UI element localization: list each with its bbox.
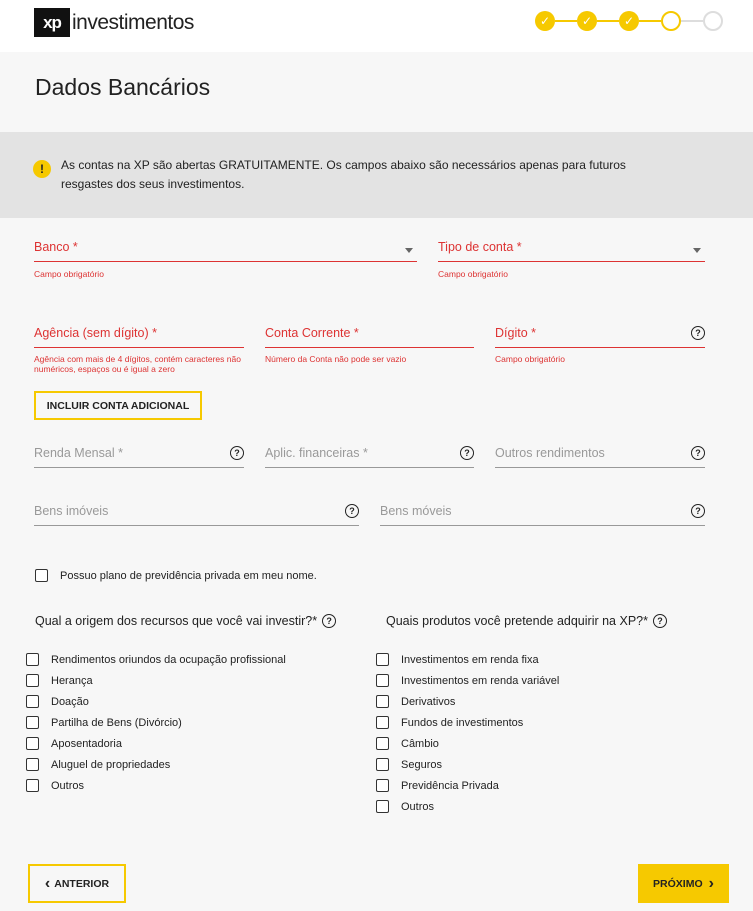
produtos-option-label: Seguros bbox=[401, 758, 442, 771]
digito-input[interactable] bbox=[495, 322, 705, 348]
bens-moveis-input[interactable] bbox=[380, 500, 705, 526]
conta-corrente-label: Conta Corrente * bbox=[265, 326, 359, 340]
checkbox[interactable] bbox=[376, 716, 389, 729]
tipo-conta-label: Tipo de conta * bbox=[438, 240, 522, 254]
origem-option[interactable] bbox=[26, 674, 93, 687]
checkbox[interactable] bbox=[376, 779, 389, 792]
logo-text: investimentos bbox=[72, 10, 194, 34]
logo-mark: xp bbox=[34, 8, 70, 37]
origem-option[interactable] bbox=[26, 758, 170, 771]
origem-option-label: Aposentadoria bbox=[51, 737, 122, 750]
produtos-option[interactable] bbox=[376, 779, 499, 792]
agencia-input[interactable] bbox=[34, 322, 244, 348]
info-icon: ! bbox=[33, 160, 51, 178]
produtos-option-label: Derivativos bbox=[401, 695, 456, 708]
checkbox[interactable] bbox=[26, 737, 39, 750]
produtos-option-label: Investimentos em renda variável bbox=[401, 674, 560, 687]
chevron-right-icon: › bbox=[708, 874, 714, 892]
proximo-button[interactable] bbox=[638, 864, 729, 903]
tipo-conta-error: Campo obrigatório bbox=[438, 269, 508, 279]
help-icon[interactable]: ? bbox=[230, 446, 244, 460]
checkbox[interactable] bbox=[26, 674, 39, 687]
conta-corrente-error: Número da Conta não pode ser vazio bbox=[265, 354, 407, 364]
produtos-option[interactable] bbox=[376, 737, 439, 750]
produtos-option[interactable] bbox=[376, 653, 539, 666]
incluir-conta-adicional-button[interactable]: INCLUIR CONTA ADICIONAL bbox=[34, 391, 202, 420]
checkbox[interactable] bbox=[376, 758, 389, 771]
step-connector bbox=[597, 20, 619, 22]
help-icon[interactable]: ? bbox=[322, 614, 336, 628]
origem-option[interactable] bbox=[26, 653, 286, 666]
produtos-option-label: Outros bbox=[401, 800, 435, 813]
produtos-option[interactable] bbox=[376, 695, 455, 708]
step-connector bbox=[639, 20, 661, 22]
help-icon[interactable]: ? bbox=[345, 504, 359, 518]
origem-option-label: Aluguel de propriedades bbox=[51, 758, 171, 771]
banco-select[interactable] bbox=[34, 236, 417, 262]
origem-option-label: Partilha de Bens (Divórcio) bbox=[51, 716, 182, 729]
outros-rendimentos-label: Outros rendimentos bbox=[495, 446, 605, 460]
bens-moveis-label: Bens móveis bbox=[380, 504, 452, 518]
origem-title: Qual a origem dos recursos que você vai investir?* bbox=[35, 614, 318, 628]
tipo-conta-select[interactable] bbox=[438, 236, 705, 262]
agencia-label: Agência (sem dígito) * bbox=[34, 326, 157, 340]
bens-imoveis-input[interactable] bbox=[34, 500, 359, 526]
origem-option-label: Doação bbox=[51, 695, 89, 708]
produtos-option-label: Previdência Privada bbox=[401, 779, 499, 792]
previdencia-label: Possuo plano de previdência privada em meu nome. bbox=[60, 569, 317, 582]
xp-logo[interactable] bbox=[34, 8, 194, 37]
banco-label: Banco * bbox=[34, 240, 78, 254]
checkbox[interactable] bbox=[376, 653, 389, 666]
checkbox[interactable] bbox=[26, 653, 39, 666]
help-icon[interactable]: ? bbox=[691, 504, 705, 518]
produtos-option-label: Investimentos em renda fixa bbox=[401, 653, 539, 666]
anterior-label: ANTERIOR bbox=[54, 877, 110, 890]
bens-imoveis-label: Bens imóveis bbox=[34, 504, 109, 518]
digito-label: Dígito * bbox=[495, 326, 536, 340]
progress-stepper bbox=[535, 11, 723, 31]
step-3-done-check-icon: ✓ bbox=[619, 11, 639, 31]
origem-option[interactable] bbox=[26, 716, 182, 729]
help-icon[interactable]: ? bbox=[653, 614, 667, 628]
origem-option[interactable] bbox=[26, 695, 89, 708]
header bbox=[0, 0, 753, 52]
previdencia-checkbox[interactable] bbox=[35, 569, 48, 582]
produtos-option-label: Câmbio bbox=[401, 737, 439, 750]
checkbox[interactable] bbox=[26, 758, 39, 771]
origem-option-label: Outros bbox=[51, 779, 85, 792]
banner-text: As contas na XP são abertas GRATUITAMENTE. Os campos abaixo são necessários apenas para futuros resgastes dos seus investimentos. bbox=[61, 158, 626, 191]
origem-option[interactable] bbox=[26, 779, 84, 792]
produtos-title: Quais produtos você pretende adquirir na XP?* bbox=[386, 614, 648, 628]
produtos-option[interactable] bbox=[376, 800, 434, 813]
checkbox[interactable] bbox=[26, 695, 39, 708]
step-4-current bbox=[661, 11, 681, 31]
produtos-option-label: Fundos de investimentos bbox=[401, 716, 524, 729]
origem-option-label: Herança bbox=[51, 674, 93, 687]
digito-error: Campo obrigatório bbox=[495, 354, 565, 364]
conta-corrente-input[interactable] bbox=[265, 322, 474, 348]
page-title: Dados Bancários bbox=[35, 74, 211, 100]
checkbox[interactable] bbox=[376, 800, 389, 813]
checkbox[interactable] bbox=[376, 737, 389, 750]
banco-error: Campo obrigatório bbox=[34, 269, 104, 279]
aplic-financeiras-label: Aplic. financeiras * bbox=[265, 446, 368, 460]
help-icon[interactable]: ? bbox=[691, 446, 705, 460]
produtos-option[interactable] bbox=[376, 674, 559, 687]
outros-rendimentos-input[interactable] bbox=[495, 442, 705, 468]
produtos-option[interactable] bbox=[376, 758, 442, 771]
origem-option[interactable] bbox=[26, 737, 122, 750]
checkbox[interactable] bbox=[376, 695, 389, 708]
checkbox[interactable] bbox=[376, 674, 389, 687]
proximo-label: PRÓXIMO bbox=[653, 877, 703, 890]
step-connector bbox=[681, 20, 703, 22]
step-1-done-check-icon: ✓ bbox=[535, 11, 555, 31]
produtos-option[interactable] bbox=[376, 716, 523, 729]
aplic-financeiras-input[interactable] bbox=[265, 442, 474, 468]
checkbox[interactable] bbox=[26, 779, 39, 792]
agencia-error: Agência com mais de 4 dígitos, contém caracteres não numéricos, espaços ou é igual a zero bbox=[34, 354, 241, 374]
previdencia-checkbox-row[interactable] bbox=[35, 569, 317, 582]
origem-question bbox=[35, 614, 336, 628]
renda-mensal-label: Renda Mensal * bbox=[34, 446, 123, 460]
chevron-left-icon: ‹ bbox=[44, 874, 51, 892]
step-5-todo bbox=[703, 11, 723, 31]
produtos-question bbox=[386, 614, 667, 628]
step-connector bbox=[555, 20, 577, 22]
chevron-down-icon bbox=[405, 248, 413, 253]
checkbox[interactable] bbox=[26, 716, 39, 729]
renda-mensal-input[interactable] bbox=[34, 442, 244, 468]
step-2-done-check-icon: ✓ bbox=[577, 11, 597, 31]
chevron-down-icon bbox=[693, 248, 701, 253]
origem-option-label: Rendimentos oriundos da ocupação profissional bbox=[51, 653, 286, 666]
anterior-button[interactable] bbox=[28, 864, 126, 903]
help-icon[interactable]: ? bbox=[691, 326, 705, 340]
help-icon[interactable]: ? bbox=[460, 446, 474, 460]
